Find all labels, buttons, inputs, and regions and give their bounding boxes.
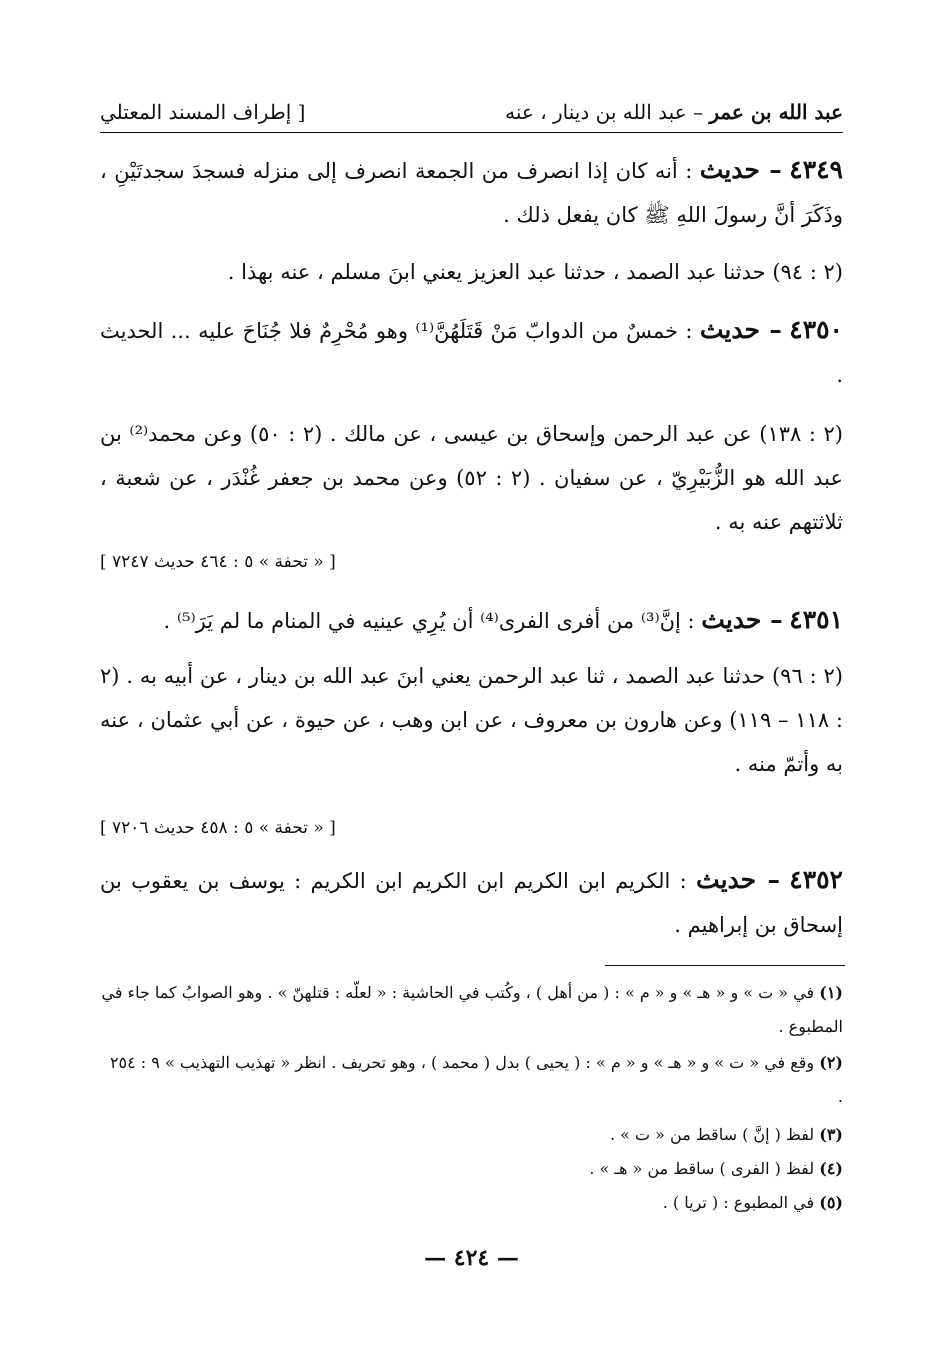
footnote-text: لفظ ( إنَّ ) ساقط من « ت » . — [609, 1125, 815, 1144]
hadith-number: ٤٣٥٢ — [789, 865, 843, 894]
footnote-number: (٤) — [819, 1159, 843, 1178]
footnote-number: (٥) — [819, 1193, 843, 1212]
hadith-4350-source: (٢ : ١٣٨) عن عبد الرحمن وإسحاق بن عيسى ، عن مالك . (٢ : ٥٠) وعن محمد⁽²⁾ بن عبد الله هو الزُّبَيْرِيّ ، عن سفيان . (٢ : ٥٢) وعن محمد بن جعفر غُنْدَر ، عن شعبة ، ثلاثتهم عنه به . — [100, 422, 843, 534]
header-book-title: [ إطراف المسند المعتلي — [100, 100, 306, 124]
footnote-text: في المطبوع : ( تريا ) . — [662, 1193, 815, 1212]
footnote-number: (١) — [819, 983, 843, 1002]
hadith-4351-source: (٢ : ٩٦) حدثنا عبد الصمد ، ثنا عبد الرحمن يعني ابنَ عبد الله بن دينار ، عن أبيه به . (٢ : ١١٨ – ١١٩) وعن هارون بن معروف ، عن ابن وهب ، عن حيوة ، عن أبي عثمان ، عنه به وأتمّ منه . — [100, 664, 843, 776]
hadith-text: : إنَّ⁽³⁾ من أفرى الفرى⁽⁴⁾ أن يُرِي عينيه في المنام ما لم يَرَ⁽⁵⁾ . — [163, 609, 702, 633]
footnote-number: (٣) — [819, 1125, 843, 1144]
hadith-label: حديث — [701, 605, 762, 634]
footnote-5 — [100, 1186, 843, 1220]
hadith-text: : أنه كان إذا انصرف من الجمعة انصرف إلى منزله فسجدَ سجدتَيْنِ ، وذَكَرَ أنَّ رسولَ اللهِ ﷺ كان يفعل ذلك . — [100, 159, 843, 227]
hadith-text: : خمسٌ من الدوابّ مَنْ قَتَلَهُنَّ⁽¹⁾ وهو مُحْرِمٌ فلا جُنَاحَ عليه ... الحديث . — [100, 319, 843, 387]
hadith-4352: ٤٣٥٢ – حديث : الكريم ابن الكريم ابن الكريم ابن الكريم : يوسف بن يعقوب بن إسحاق بن إبراهيم . — [100, 865, 843, 937]
footnote-text: لفظ ( الفرى ) ساقط من « هـ » . — [589, 1159, 815, 1178]
footnote-3 — [100, 1118, 843, 1152]
header-rule — [100, 132, 843, 133]
hadith-number: ٤٣٥٠ — [789, 315, 843, 344]
footnote-number: (٢) — [819, 1053, 843, 1072]
hadith-label: حديث — [699, 315, 760, 344]
hadith-4351-ref: [ « تحفة » ٥ : ٤٥٨ حديث ٧٢٠٦ ] — [100, 818, 336, 838]
hadith-4349-source: (٢ : ٩٤) حدثنا عبد الصمد ، حدثنا عبد العزيز يعني ابنَ مسلم ، عنه بهذا . — [227, 260, 843, 284]
header-chapter-bold: عبد الله بن عمر — [709, 100, 843, 124]
footnote-text: وقع في « ت » و « هـ » و « م » : ( يحيى ) بدل ( محمد ) ، وهو تحريف . انظر « تهذيب التهذيب » ٩ : ٢٥٤ . — [109, 1053, 843, 1106]
footnote-text: في « ت » و « هـ » و « م » : ( من أهل ) ، وكُتب في الحاشية : « لعلّه : قتلهنّ » . وهو الصوابُ كما جاء في المطبوع . — [101, 983, 843, 1036]
hadith-4351: ٤٣٥١ – حديث : إنَّ⁽³⁾ من أفرى الفرى⁽⁴⁾ أن يُرِي عينيه في المنام ما لم يَرَ⁽⁵⁾ . — [163, 605, 843, 634]
hadith-number: ٤٣٤٩ — [789, 155, 843, 184]
hadith-number: ٤٣٥١ — [789, 605, 843, 634]
footnote-1 — [100, 976, 843, 1044]
hadith-4350-ref: [ « تحفة » ٥ : ٤٦٤ حديث ٧٢٤٧ ] — [100, 552, 336, 572]
page-number: — ٤٢٤ — — [424, 1245, 519, 1271]
footnote-4 — [100, 1152, 843, 1186]
hadith-text: : الكريم ابن الكريم ابن الكريم ابن الكريم : يوسف بن يعقوب بن إسحاق بن إبراهيم . — [100, 869, 843, 937]
running-header — [100, 92, 843, 132]
hadith-4349: ٤٣٤٩ – حديث : أنه كان إذا انصرف من الجمعة انصرف إلى منزله فسجدَ سجدتَيْنِ ، وذَكَرَ أنَّ رسولَ اللهِ ﷺ كان يفعل ذلك . — [100, 155, 843, 227]
hadith-4350: ٤٣٥٠ – حديث : خمسٌ من الدوابّ مَنْ قَتَلَهُنَّ⁽¹⁾ وهو مُحْرِمٌ فلا جُنَاحَ عليه ... الحديث . — [100, 315, 843, 387]
footnote-rule — [605, 965, 845, 966]
header-chapter-rest: – عبد الله بن دينار ، عنه — [505, 100, 710, 124]
footnote-2 — [100, 1046, 843, 1114]
hadith-label: حديث — [696, 865, 757, 894]
hadith-label: حديث — [699, 155, 760, 184]
header-chapter — [505, 100, 843, 124]
